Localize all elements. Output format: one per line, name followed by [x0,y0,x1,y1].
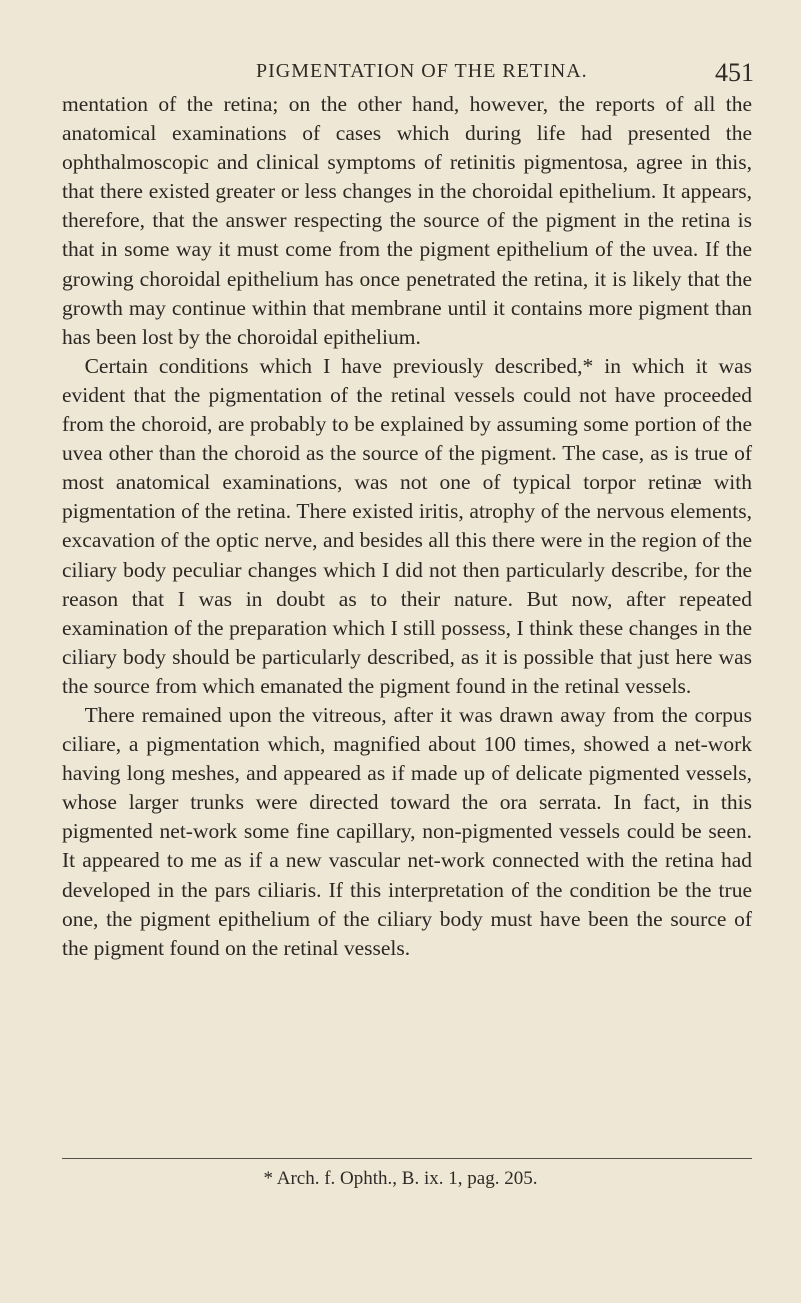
paragraph-continuation: mentation of the retina; on the other hand, however, the reports of all the anatomical examinations of cases which during life had presented the ophthalmoscopic and clinical symptoms of retinitis pigmentosa, agree in this, that there existed greater or less changes in the choroidal epithelium. It appears, therefore, that the answer respecting the source of the pigment in the retina is that in some way it must come from the pigment epithelium of the uvea. If the growing choroidal epithelium has once penetrated the retina, it is likely that the growth may continue within that membrane until it contains more pigment than has been lost by the choroidal epithelium. [62,92,752,349]
paragraph-vitreous: There remained upon the vitreous, after it was drawn away from the corpus ciliare, a pigmentation which, magnified about 100 times, showed a net-work having long meshes, and appeared as if made up of delicate pigmented vessels, whose larger trunks were directed toward the ora serrata. In fact, in this pigmented net-work some fine capillary, non-pigmented vessels could be seen. It appeared to me as if a new vascular net-work connected with the retina had developed in the pars ciliaris. If this interpretation of the condition be the true one, the pigment epithelium of the ciliary body must have been the source of the pigment found on the retinal vessels. [62,702,752,960]
footnote-divider [62,1158,752,1159]
body-text [62,90,752,963]
page-number: 451 [715,58,754,87]
footnote: * Arch. f. Ophth., B. ix. 1, pag. 205. [263,1168,538,1189]
paragraph-certain-conditions: Certain conditions which I have previously described,* in which it was evident that the pigmentation of the retinal vessels could not have proceeded from the choroid, are probably to be explained by assuming some portion of the uvea other than the choroid as the source of the pigment. The case, as is true of most anatomical examinations, was not one of typical torpor retinæ with pigmentation of the retina. There existed iritis, atrophy of the nervous elements, excavation of the optic nerve, and besides all this there were in the region of the ciliary body peculiar changes which I did not then particularly describe, for the reason that I was in doubt as to their nature. But now, after repeated examination of the preparation which I still possess, I think these changes in the ciliary body should be particularly described, as it is possible that just here was the source from which emanated the pigment found in the retinal vessels. [62,353,752,698]
running-title: PIGMENTATION OF THE RETINA. [256,60,588,82]
